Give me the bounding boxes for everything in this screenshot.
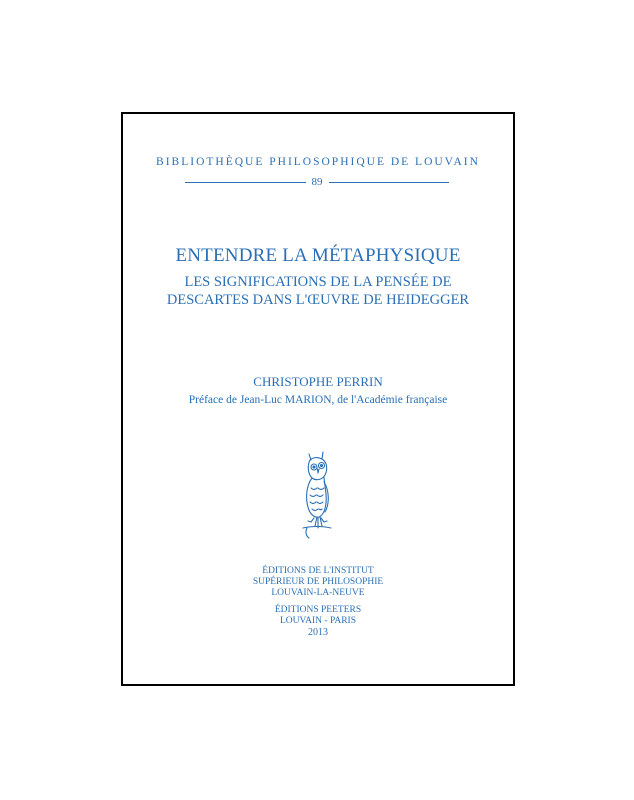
preface-before: Préface de Jean-Luc [188,394,285,406]
preface-after: , de l'Académie française [331,394,448,406]
publisher-line-1: ÉDITIONS DE L'INSTITUT [262,566,374,576]
subtitle-line-2: DESCARTES DANS L'ŒUVRE DE HEIDEGGER [166,292,470,308]
rule-right [329,182,450,183]
subtitle-line-1: LES SIGNIFICATIONS DE LA PENSÉE DE [184,274,452,290]
owl-icon [297,448,337,540]
series-title: BIBLIOTHÈQUE PHILOSOPHIQUE DE LOUVAIN [156,156,480,168]
publication-year: 2013 [308,627,328,638]
book-title: ENTENDRE LA MÉTAPHYSIQUE [175,245,461,266]
publisher-line-2: SUPÉRIEUR DE PHILOSOPHIE [252,577,384,587]
series-rule [185,176,449,188]
publisher-line-4: ÉDITIONS PEETERS [274,605,362,615]
preface-line [123,394,513,406]
publisher-line-3: LOUVAIN-LA-NEUVE [271,588,365,598]
publisher-line-5: LOUVAIN - PARIS [279,616,356,626]
preface-name: MARION [284,394,332,406]
book-cover [121,112,515,686]
author-name: CHRISTOPHE PERRIN [253,374,383,389]
series-number: 89 [311,176,323,188]
rule-left [185,182,306,183]
